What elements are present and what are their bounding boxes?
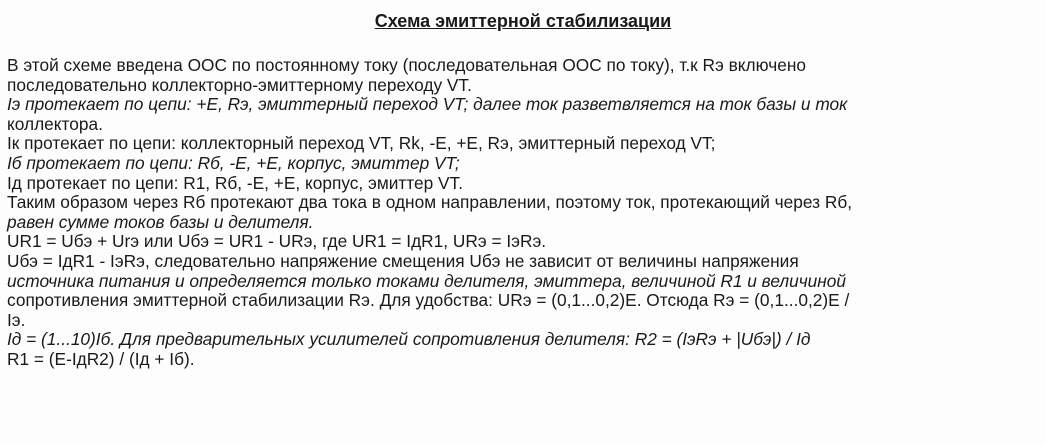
document-title: Схема эмиттерной стабилизации bbox=[374, 11, 672, 31]
text-line: Iд = (1...10)Iб. Для предварительных усилителей сопротивления делителя: R2 = (IэRэ + |Uбэ|) / Iд bbox=[7, 329, 811, 350]
text-line: коллектора. bbox=[7, 113, 103, 134]
text-line: Iк протекает по цепи: коллекторный переход VT, Rk, -E, +E, Rэ, эмиттерный переход VT; bbox=[7, 133, 716, 154]
text-line: Iб протекает по цепи: Rб, -E, +E, корпус, эмиттер VT; bbox=[7, 152, 460, 173]
text-line: UR1 = Uбэ + Urэ или Uбэ = UR1 - URэ, где UR1 = IдR1, URэ = IэRэ. bbox=[7, 231, 547, 252]
text-line: равен сумме токов базы и делителя. bbox=[7, 211, 314, 232]
text-line: R1 = (E-IдR2) / (Iд + Iб). bbox=[7, 348, 195, 369]
document-body bbox=[7, 56, 1041, 370]
text-line: Таким образом через Rб протекают два тока в одном направлении, поэтому ток, протекающий через Rб, bbox=[7, 192, 853, 213]
text-line: В этой схеме введена ООС по постоянному току (последовательная ООС по току), т.к Rэ включено bbox=[7, 55, 806, 75]
text-line: Uбэ = IдR1 - IэRэ, следовательно напряжение смещения Uбэ не зависит от величины напряжения bbox=[7, 250, 799, 271]
text-line: Iд протекает по цепи: R1, Rб, -E, +E, корпус, эмиттер VT. bbox=[7, 172, 464, 193]
text-line: источника питания и определяется только токами делителя, эмиттера, величиной R1 и величиной bbox=[7, 270, 846, 291]
text-line: Iэ протекает по цепи: +E, Rэ, эмиттерный переход VT; далее ток разветвляется на ток базы и ток bbox=[7, 94, 848, 115]
text-line: Iэ. bbox=[7, 309, 26, 330]
text-line: последовательно коллекторно-эмиттерному переходу VT. bbox=[7, 74, 472, 95]
text-line: сопротивления эмиттерной стабилизации Rэ. Для удобства: URэ = (0,1...0,2)E. Отсюда Rэ = (0,1...0,2)E / bbox=[7, 290, 850, 311]
